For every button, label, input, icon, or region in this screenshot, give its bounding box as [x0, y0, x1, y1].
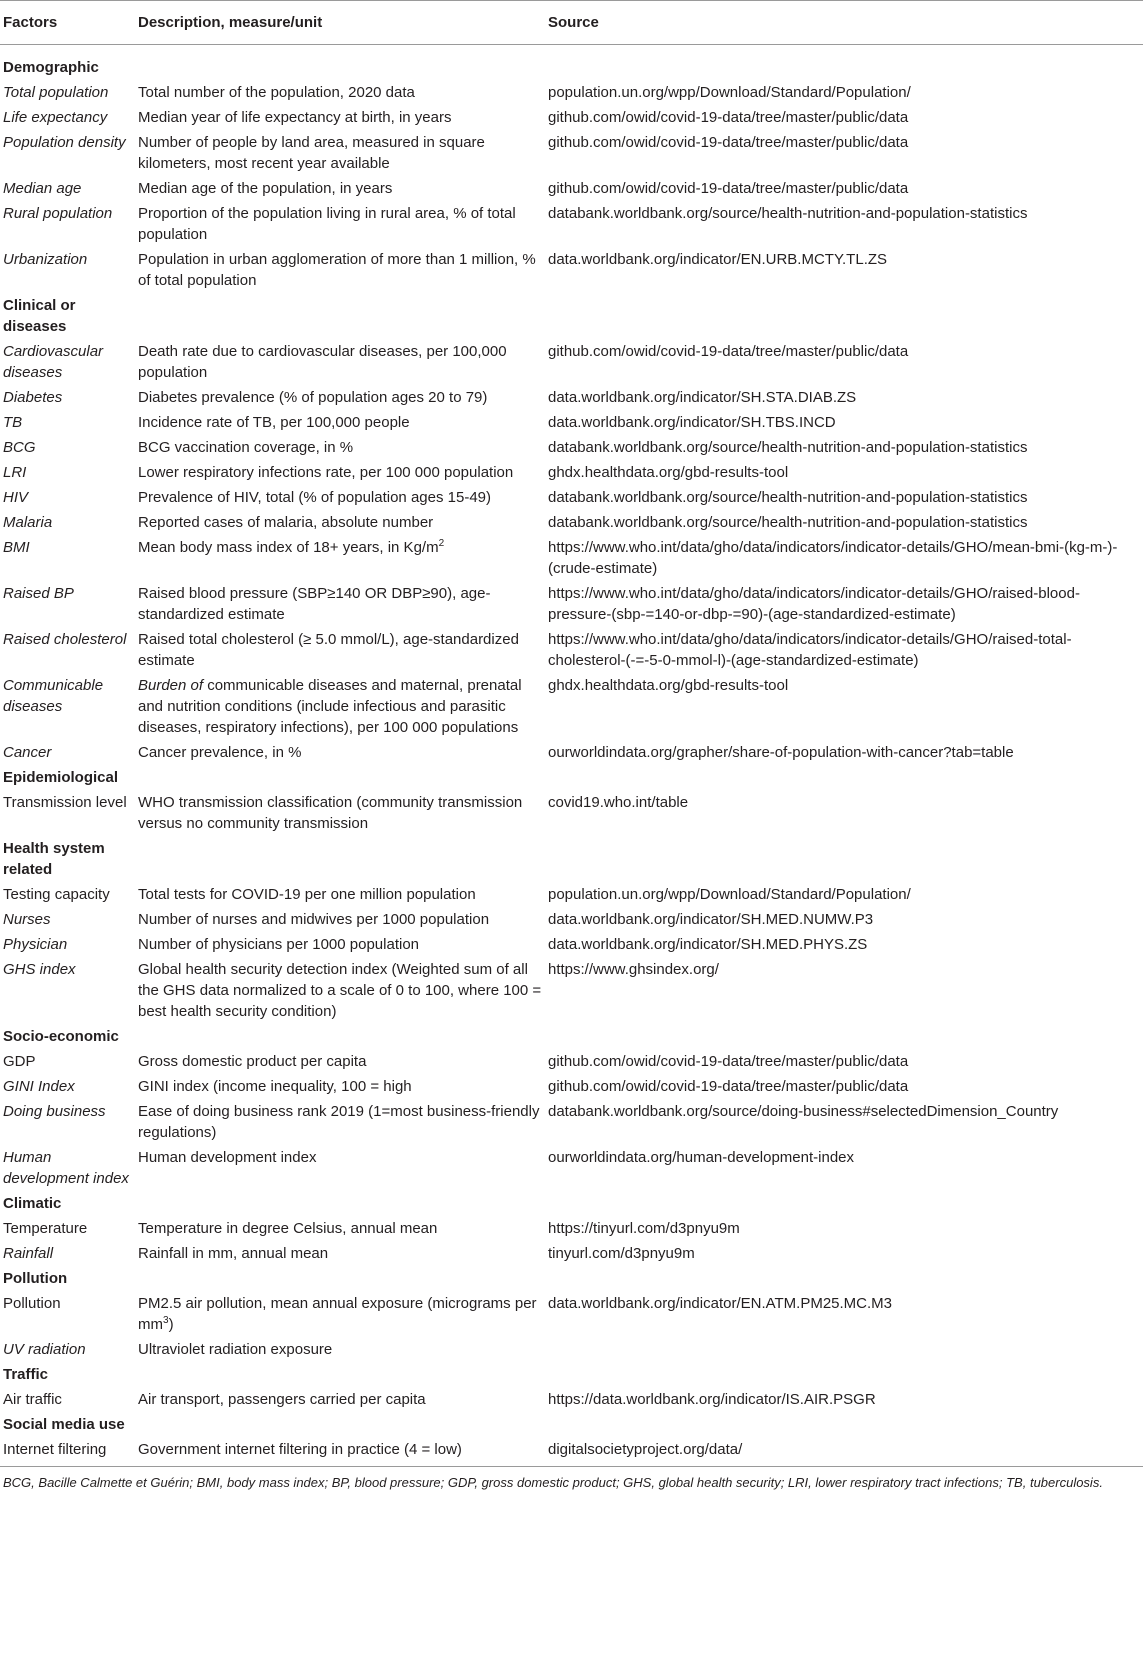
- description-cell: [135, 581, 545, 627]
- source-cell: population.un.org/wpp/Download/Standard/Population/: [548, 84, 911, 101]
- description-text: Temperature in degree Celsius, annual mean: [138, 1220, 438, 1237]
- source-cell: databank.worldbank.org/source/health-nutrition-and-population-statistics: [548, 489, 1028, 506]
- description-text: Human development index: [138, 1149, 317, 1166]
- factor-cell: GINI Index: [3, 1078, 75, 1095]
- factor-cell: Communicable diseases: [3, 677, 108, 715]
- table-bottom-rule: [0, 1466, 1143, 1467]
- table-row: [0, 130, 1143, 176]
- description-text: PM2.5 air pollution, mean annual exposure (micrograms per mm: [138, 1295, 541, 1333]
- description-cell: [135, 740, 545, 765]
- table-row: [0, 1099, 1143, 1145]
- description-text: WHO transmission classification (community transmission versus no community transmission: [138, 794, 527, 832]
- section-heading: Climatic: [3, 1195, 62, 1212]
- description-cell: [135, 485, 545, 510]
- empty-cell: [545, 765, 1143, 790]
- table-row: [0, 105, 1143, 130]
- factor-cell: Population density: [3, 134, 126, 151]
- source-cell: https://www.ghsindex.org/: [548, 961, 719, 978]
- empty-cell: [135, 293, 545, 339]
- description-text: Raised blood pressure (SBP≥140 OR DBP≥90), age-standardized estimate: [138, 585, 491, 623]
- source-cell: https://www.who.int/data/gho/data/indicators/indicator-details/GHO/raised-total-cholesterol-(-=-5-0-mmol-l)-(age-standardized-estimate): [548, 631, 1072, 669]
- description-text: Gross domestic product per capita: [138, 1053, 367, 1070]
- empty-cell: [135, 1412, 545, 1437]
- description-text: Air transport, passengers carried per capita: [138, 1391, 426, 1408]
- description-cell: [135, 80, 545, 105]
- table-row: [0, 201, 1143, 247]
- description-text: Lower respiratory infections rate, per 100 000 population: [138, 464, 514, 481]
- factor-cell: Life expectancy: [3, 109, 108, 126]
- factor-cell: Pollution: [3, 1295, 61, 1312]
- source-cell: github.com/owid/covid-19-data/tree/master/public/data: [548, 109, 909, 126]
- factor-cell: GDP: [3, 1053, 36, 1070]
- source-cell: databank.worldbank.org/source/health-nutrition-and-population-statistics: [548, 439, 1028, 456]
- factor-cell: Urbanization: [3, 251, 88, 268]
- source-cell: https://www.who.int/data/gho/data/indicators/indicator-details/GHO/raised-blood-pressure-(sbp-=140-or-dbp-=90)-(age-standardized-estimate): [548, 585, 1080, 623]
- description-text: Reported cases of malaria, absolute number: [138, 514, 434, 531]
- source-cell: ourworldindata.org/grapher/share-of-population-with-cancer?tab=table: [548, 744, 1014, 761]
- description-text: Ease of doing business rank 2019 (1=most business-friendly regulations): [138, 1103, 544, 1141]
- description-text: Total tests for COVID-19 per one million population: [138, 886, 476, 903]
- factor-cell: BCG: [3, 439, 36, 456]
- factor-cell: Temperature: [3, 1220, 88, 1237]
- description-cell: [135, 1074, 545, 1099]
- factor-cell: BMI: [3, 539, 30, 556]
- description-cell: [135, 176, 545, 201]
- factor-cell: Raised BP: [3, 585, 74, 602]
- description-cell: [135, 1437, 545, 1466]
- description-superscript: 3: [163, 1315, 169, 1326]
- source-cell: github.com/owid/covid-19-data/tree/master/public/data: [548, 180, 909, 197]
- source-cell: databank.worldbank.org/source/health-nutrition-and-population-statistics: [548, 205, 1028, 222]
- header-source: Source: [545, 1, 1143, 45]
- description-text: Number of physicians per 1000 population: [138, 936, 420, 953]
- description-cell: [135, 1145, 545, 1191]
- table-row: [0, 673, 1143, 740]
- source-cell: data.worldbank.org/indicator/SH.TBS.INCD: [548, 414, 836, 431]
- description-text: BCG vaccination coverage, in %: [138, 439, 354, 456]
- description-cell: [135, 1291, 545, 1337]
- table-body: [0, 45, 1143, 1467]
- empty-cell: [545, 1024, 1143, 1049]
- source-cell: digitalsocietyproject.org/data/: [548, 1441, 743, 1458]
- table-row: [0, 1387, 1143, 1412]
- description-cell: [135, 932, 545, 957]
- empty-cell: [135, 836, 545, 882]
- source-cell: https://www.who.int/data/gho/data/indicators/indicator-details/GHO/mean-bmi-(kg-m-)-(crude-estimate): [548, 539, 1118, 577]
- description-cell: [135, 673, 545, 740]
- source-cell: population.un.org/wpp/Download/Standard/Population/: [548, 886, 911, 903]
- description-text: Government internet filtering in practice (4 = low): [138, 1441, 462, 1458]
- description-cell: [135, 535, 545, 581]
- factor-cell: Rural population: [3, 205, 113, 222]
- description-cell: [135, 1216, 545, 1241]
- table-row: [0, 957, 1143, 1024]
- header-description: Description, measure/unit: [135, 1, 545, 45]
- table-row: [0, 1216, 1143, 1241]
- table-row: [0, 1074, 1143, 1099]
- factor-cell: Cardiovascular diseases: [3, 343, 108, 381]
- description-cell: [135, 882, 545, 907]
- empty-cell: [545, 293, 1143, 339]
- source-cell: github.com/owid/covid-19-data/tree/master/public/data: [548, 343, 909, 360]
- description-cell: [135, 907, 545, 932]
- section-heading: Demographic: [3, 59, 99, 76]
- table-header: [0, 1, 1143, 45]
- factor-cell: Physician: [3, 936, 68, 953]
- factor-cell: Raised cholesterol: [3, 631, 127, 648]
- table-row: [0, 460, 1143, 485]
- factor-cell: LRI: [3, 464, 27, 481]
- factor-cell: Air traffic: [3, 1391, 62, 1408]
- section-row: [0, 293, 1143, 339]
- description-cell: [135, 790, 545, 836]
- factor-cell: Internet filtering: [3, 1441, 107, 1458]
- table-row: [0, 410, 1143, 435]
- source-cell: github.com/owid/covid-19-data/tree/master/public/data: [548, 1078, 909, 1095]
- factor-cell: Median age: [3, 180, 82, 197]
- section-row: [0, 765, 1143, 790]
- source-cell: tinyurl.com/d3pnyu9m: [548, 1245, 695, 1262]
- section-heading: Socio-economic: [3, 1028, 119, 1045]
- empty-cell: [545, 1266, 1143, 1291]
- description-text: Cancer prevalence, in %: [138, 744, 302, 761]
- description-text: Incidence rate of TB, per 100,000 people: [138, 414, 410, 431]
- table-row: [0, 1337, 1143, 1362]
- factor-cell: Doing business: [3, 1103, 106, 1120]
- empty-cell: [545, 1412, 1143, 1437]
- factor-cell: HIV: [3, 489, 29, 506]
- factor-cell: TB: [3, 414, 23, 431]
- factor-cell: UV radiation: [3, 1341, 86, 1358]
- source-cell: data.worldbank.org/indicator/SH.STA.DIAB.ZS: [548, 389, 857, 406]
- table-row: [0, 581, 1143, 627]
- description-cell: [135, 130, 545, 176]
- empty-cell: [135, 1362, 545, 1387]
- table-row: [0, 907, 1143, 932]
- description-text: Median year of life expectancy at birth, in years: [138, 109, 452, 126]
- empty-cell: [545, 45, 1143, 81]
- description-cell: [135, 247, 545, 293]
- source-cell: databank.worldbank.org/source/health-nutrition-and-population-statistics: [548, 514, 1028, 531]
- header-factors: Factors: [0, 1, 135, 45]
- table-row: [0, 1049, 1143, 1074]
- section-heading: Pollution: [3, 1270, 68, 1287]
- table-row: [0, 176, 1143, 201]
- table-row: [0, 247, 1143, 293]
- description-text: Raised total cholesterol (≥ 5.0 mmol/L), age-standardized estimate: [138, 631, 524, 669]
- description-cell: [135, 1099, 545, 1145]
- factor-cell: Transmission level: [3, 794, 127, 811]
- source-cell: data.worldbank.org/indicator/EN.ATM.PM25.MC.M3: [548, 1295, 893, 1312]
- description-cell: [135, 1049, 545, 1074]
- description-prefix: Burden of: [138, 677, 204, 694]
- empty-cell: [545, 1362, 1143, 1387]
- rule-cell: [545, 1466, 1143, 1467]
- source-cell: covid19.who.int/table: [548, 794, 689, 811]
- source-cell: ghdx.healthdata.org/gbd-results-tool: [548, 677, 789, 694]
- section-heading: Health system related: [3, 840, 109, 878]
- table-row: [0, 339, 1143, 385]
- section-heading: Clinical or diseases: [3, 297, 80, 335]
- empty-cell: [135, 1191, 545, 1216]
- factor-cell: Total population: [3, 84, 109, 101]
- description-text: GINI index (income inequality, 100 = high: [138, 1078, 412, 1095]
- source-cell: data.worldbank.org/indicator/SH.MED.PHYS.ZS: [548, 936, 868, 953]
- table-row: [0, 435, 1143, 460]
- table-row: [0, 882, 1143, 907]
- description-cell: [135, 385, 545, 410]
- header-row: [0, 1, 1143, 45]
- description-text: Number of nurses and midwives per 1000 population: [138, 911, 490, 928]
- source-cell: data.worldbank.org/indicator/SH.MED.NUMW.P3: [548, 911, 874, 928]
- table-row: [0, 80, 1143, 105]
- description-cell: [135, 1387, 545, 1412]
- section-heading: Epidemiological: [3, 769, 119, 786]
- factor-cell: Nurses: [3, 911, 51, 928]
- source-cell: data.worldbank.org/indicator/EN.URB.MCTY.TL.ZS: [548, 251, 888, 268]
- section-heading: Traffic: [3, 1366, 49, 1383]
- empty-cell: [545, 836, 1143, 882]
- table-row: [0, 932, 1143, 957]
- source-cell: https://tinyurl.com/d3pnyu9m: [548, 1220, 740, 1237]
- table-row: [0, 1437, 1143, 1466]
- table-row: [0, 627, 1143, 673]
- section-row: [0, 45, 1143, 81]
- table-row: [0, 1241, 1143, 1266]
- table-row: [0, 485, 1143, 510]
- description-cell: [135, 410, 545, 435]
- rule-cell: [135, 1466, 545, 1467]
- source-cell: github.com/owid/covid-19-data/tree/master/public/data: [548, 1053, 909, 1070]
- rule-cell: [0, 1466, 135, 1467]
- description-text: Population in urban agglomeration of more than 1 million, % of total population: [138, 251, 540, 289]
- description-suffix: ): [168, 1316, 174, 1333]
- factor-cell: Rainfall: [3, 1245, 54, 1262]
- section-row: [0, 1024, 1143, 1049]
- section-row: [0, 836, 1143, 882]
- description-text: Rainfall in mm, annual mean: [138, 1245, 329, 1262]
- factor-cell: Cancer: [3, 744, 52, 761]
- empty-cell: [135, 45, 545, 81]
- source-cell: databank.worldbank.org/source/doing-business#selectedDimension_Country: [548, 1103, 1059, 1120]
- description-superscript: 2: [438, 538, 445, 549]
- table-footnote: BCG, Bacille Calmette et Guérin; BMI, body mass index; BP, blood pressure; GDP, gross domestic product; GHS, global health security; LRI, lower respiratory tract infections; TB, tuberculosis.: [3, 1475, 1103, 1490]
- section-row: [0, 1266, 1143, 1291]
- description-text: Diabetes prevalence (% of population ages 20 to 79): [138, 389, 488, 406]
- table-row: [0, 1291, 1143, 1337]
- table-row: [0, 510, 1143, 535]
- description-text: Global health security detection index (Weighted sum of all the GHS data normalized to a scale of 0 to 100, where 100 = best health security condition): [138, 961, 546, 1020]
- source-cell: ourworldindata.org/human-development-index: [548, 1149, 855, 1166]
- factor-cell: GHS index: [3, 961, 76, 978]
- description-cell: [135, 435, 545, 460]
- description-text: Median age of the population, in years: [138, 180, 393, 197]
- description-text: Ultraviolet radiation exposure: [138, 1341, 333, 1358]
- empty-cell: [135, 1266, 545, 1291]
- description-cell: [135, 1241, 545, 1266]
- factor-cell: Testing capacity: [3, 886, 110, 903]
- description-text: Proportion of the population living in rural area, % of total population: [138, 205, 520, 243]
- description-cell: [135, 957, 545, 1024]
- description-text: Mean body mass index of 18+ years, in Kg/m: [138, 539, 439, 556]
- description-cell: [135, 105, 545, 130]
- source-cell: [545, 1337, 1143, 1362]
- table-row: [0, 385, 1143, 410]
- description-cell: [135, 339, 545, 385]
- empty-cell: [545, 1191, 1143, 1216]
- source-cell: github.com/owid/covid-19-data/tree/master/public/data: [548, 134, 909, 151]
- description-text: Death rate due to cardiovascular diseases, per 100,000 population: [138, 343, 511, 381]
- source-cell: ghdx.healthdata.org/gbd-results-tool: [548, 464, 789, 481]
- description-text: communicable diseases and maternal, prenatal and nutrition conditions (include infectious and parasitic diseases, respiratory infections), per 100 000 populations: [138, 677, 526, 736]
- description-cell: [135, 460, 545, 485]
- section-row: [0, 1362, 1143, 1387]
- description-text: Number of people by land area, measured in square kilometers, most recent year available: [138, 134, 490, 172]
- table-row: [0, 1145, 1143, 1191]
- description-text: Prevalence of HIV, total (% of population ages 15-49): [138, 489, 491, 506]
- empty-cell: [135, 1024, 545, 1049]
- empty-cell: [135, 765, 545, 790]
- factor-cell: Diabetes: [3, 389, 63, 406]
- source-cell: https://data.worldbank.org/indicator/IS.AIR.PSGR: [548, 1391, 876, 1408]
- section-row: [0, 1412, 1143, 1437]
- description-cell: [135, 201, 545, 247]
- description-text: Total number of the population, 2020 data: [138, 84, 415, 101]
- description-cell: [135, 510, 545, 535]
- description-cell: [135, 1337, 545, 1362]
- factor-cell: Malaria: [3, 514, 53, 531]
- table-row: [0, 790, 1143, 836]
- section-heading: Social media use: [3, 1416, 125, 1433]
- description-cell: [135, 627, 545, 673]
- section-row: [0, 1191, 1143, 1216]
- factor-cell: Human development index: [3, 1149, 129, 1187]
- table-row: [0, 740, 1143, 765]
- table-row: [0, 535, 1143, 581]
